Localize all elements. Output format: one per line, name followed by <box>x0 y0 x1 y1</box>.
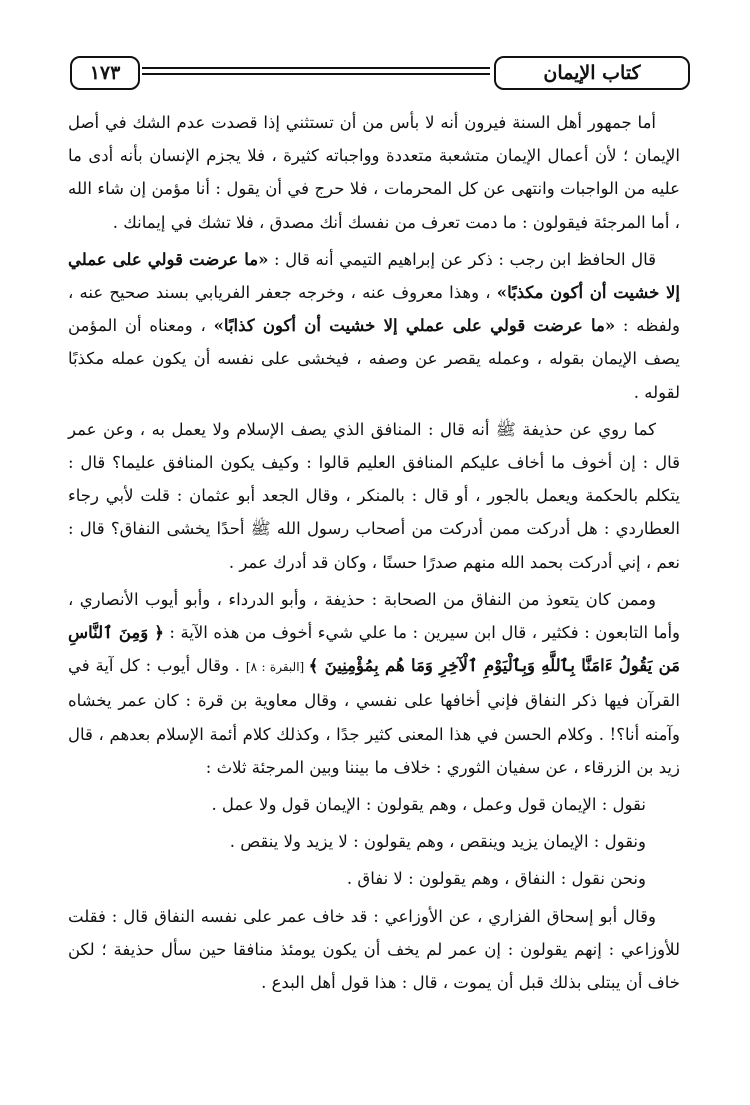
paragraph-4 <box>68 583 680 784</box>
header-rule <box>142 67 490 69</box>
paragraph-2 <box>68 243 680 409</box>
quote-1: «ما عرضت قولي على عملي إلا خشيت أن أكون مكذبًا» <box>68 249 680 303</box>
page-body <box>68 106 680 1003</box>
verse-reference: [البقرة : ٨] <box>245 660 309 675</box>
paragraph-2-intro: قال الحافظ ابن رجب : ذكر عن إبراهيم التيمي أنه قال : <box>268 249 657 269</box>
list-item-3: ونحن نقول : النفاق ، وهم يقولون : لا نفاق . <box>346 869 646 889</box>
page-header <box>70 56 690 96</box>
page-number: ١٧٣ <box>70 56 140 90</box>
quote-2: «ما عرضت قولي على عملي إلا خشيت أن أكون كذابًا» <box>213 316 616 336</box>
paragraph-2-mid: ، وهذا معروف عنه ، وخرجه جعفر الفريابي بسند صحيح عنه ، ولفظه : <box>68 283 680 336</box>
header-rule-second <box>142 73 490 75</box>
list-item-1: نقول : الإيمان قول وعمل ، وهم يقولون : الإيمان قول ولا عمل . <box>211 795 646 815</box>
paragraph-4-intro: وممن كان يتعوذ من النفاق من الصحابة : حذيفة ، وأبو الدرداء ، وأبو أيوب الأنصاري ، وأما التابعون : فكثير ، قال ابن سيرين : ما علي شيء أخوف من هذه الآية : <box>68 589 680 643</box>
paragraph-2-end: ، ومعناه أن المؤمن يصف الإيمان بقوله ، وعمله يقصر عن وصفه ، فيخشى على نفسه أن يكون عمله مكذبًا لقوله . <box>68 316 680 402</box>
list-item-2: ونقول : الإيمان يزيد وينقص ، وهم يقولون : لا يزيد ولا ينقص . <box>229 832 646 852</box>
paragraph-1: أما جمهور أهل السنة فيرون أنه لا بأس من أن تستثني إذا قصدت عدم الشك في أصل الإيمان ؛ لأن أعمال الإيمان متشعبة متعددة وواجباته كثيرة ، فلا يجزم الإنسان بأنه أدى ما عليه من الواجبات وانتهى عن كل المحرمات ، فلا حرج في أن يقول : أنا مؤمن إن شاء الله ، أما المرجئة فيقولون : ما دمت تعرف من نفسك أنك مصدق ، فلا تشك في إيمانك . <box>68 113 680 232</box>
paragraph-3: كما روي عن حذيفة ﷺ أنه قال : المنافق الذي يصف الإسلام ولا يعمل به ، وعن عمر قال : إن أخوف ما أخاف عليكم المنافق العليم قالوا : وكيف يكون المنافق عليما؟ قال : يتكلم بالحكمة ويعمل بالجور ، أو قال : بالمنكر ، وقال الجعد أبو عثمان : قلت لأبي رجاء العطاردي : هل أدركت ممن أدركت من أصحاب رسول الله ﷺ أحدًا يخشى النفاق؟ قال : نعم ، إني أدركت بحمد الله منهم صدرًا حسنًا ، وكان قد أدرك عمر . <box>68 419 680 572</box>
paragraph-4-end: . وقال أيوب : كل آية في القرآن فيها ذكر النفاق فإني أخافها على نفسي ، وقال معاوية بن قرة : كان عمر يخشاه وآمنه أنا؟! . وكلام الحسن في هذا المعنى كثير جدًا ، وكذلك كلام أئمة الإسلام بعدهم ، قال زيد بن الزرقاء ، عن سفيان الثوري : خلاف ما بيننا وبين المرجئة ثلاث : <box>68 656 680 777</box>
quran-verse: ﴿ وَمِنَ ٱلنَّاسِ مَن يَقُولُ ءَامَنَّا بِٱللَّهِ وَبِٱلْيَوْمِ ٱلْآخِرِ وَمَا هُم بِمُؤْمِنِينَ ﴾ <box>68 623 681 676</box>
paragraph-5: وقال أبو إسحاق الفزاري ، عن الأوزاعي : قد خاف عمر على نفسه النفاق قال : فقلت للأوزاعي : إنهم يقولون : إن عمر لم يخف أن يكون يومئذ منافقا حين سأل حذيفة ؛ لكن خاف أن يبتلى بذلك قبل أن يموت ، قال : هذا قول أهل البدع . <box>68 906 680 993</box>
book-title: كتاب الإيمان <box>494 56 690 90</box>
